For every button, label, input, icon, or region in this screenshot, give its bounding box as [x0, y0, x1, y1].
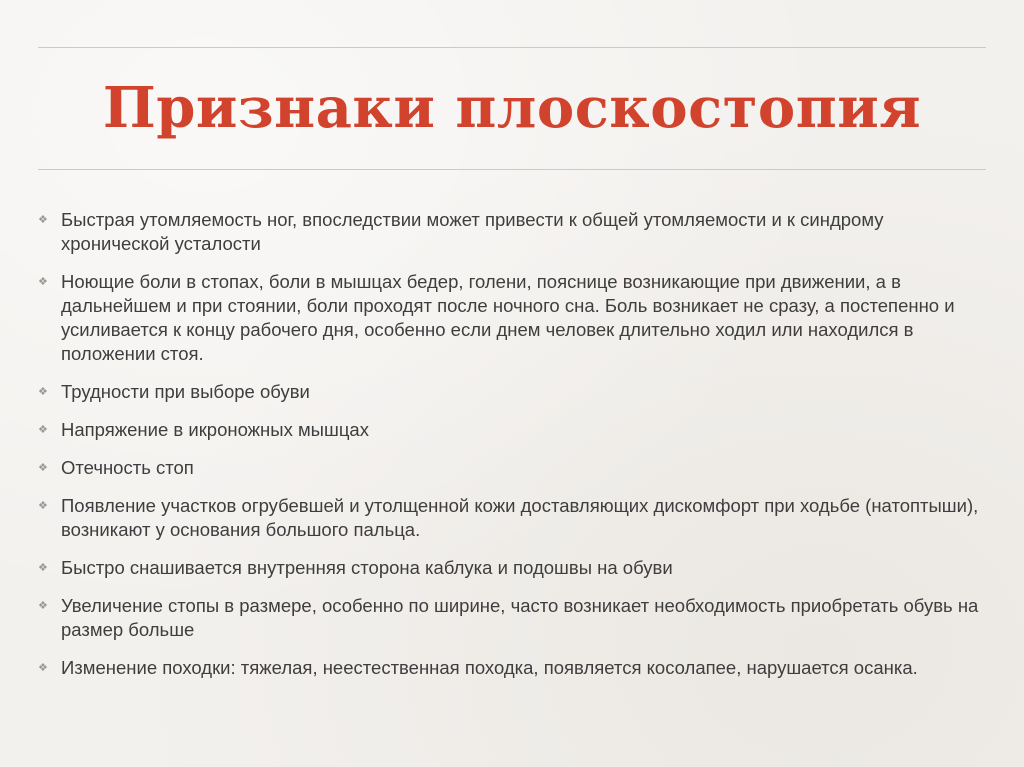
list-item [38, 656, 988, 680]
bottom-divider [38, 169, 986, 170]
list-item [38, 380, 988, 404]
list-item [38, 418, 988, 442]
diamond-bullet-icon: ❖ [38, 662, 48, 674]
diamond-bullet-icon: ❖ [38, 600, 48, 612]
bullet-text: Отечность стоп [61, 457, 194, 478]
list-item [38, 494, 988, 542]
top-divider [38, 47, 986, 48]
slide-title: Признаки плоскостопия [102, 75, 922, 141]
bullet-text: Появление участков огрубевшей и утолщенной кожи доставляющих дискомфорт при ходьбе (натоптыши), возникают у основания большого пальца. [61, 495, 979, 540]
list-item [38, 208, 988, 256]
bullet-text: Быстро снашивается внутренняя сторона каблука и подошвы на обуви [61, 557, 673, 578]
bullet-text: Быстрая утомляемость ног, впоследствии может привести к общей утомляемости и к синдрому хронической усталости [61, 209, 884, 254]
list-item [38, 456, 988, 480]
bullet-text: Трудности при выборе обуви [61, 381, 310, 402]
diamond-bullet-icon: ❖ [38, 462, 48, 474]
diamond-bullet-icon: ❖ [38, 276, 48, 288]
list-item [38, 556, 988, 580]
list-item [38, 594, 988, 642]
diamond-bullet-icon: ❖ [38, 214, 48, 226]
bullet-text: Напряжение в икроножных мышцах [61, 419, 369, 440]
bullet-text: Изменение походки: тяжелая, неестественная походка, появляется косолапее, нарушается осанка. [61, 657, 918, 678]
diamond-bullet-icon: ❖ [38, 386, 48, 398]
diamond-bullet-icon: ❖ [38, 424, 48, 436]
bullet-text: Ноющие боли в стопах, боли в мышцах бедер, голени, пояснице возникающие при движении, а в дальнейшем и при стоянии, боли проходят после ночного сна. Боль возникает не сразу, а постепенно и усиливается к концу рабочего дня, особенно если днем человек длительно ходил или находился в положении стоя. [61, 271, 955, 364]
list-item [38, 270, 988, 366]
diamond-bullet-icon: ❖ [38, 562, 48, 574]
diamond-bullet-icon: ❖ [38, 500, 48, 512]
bullet-list [38, 208, 988, 694]
bullet-text: Увеличение стопы в размере, особенно по ширине, часто возникает необходимость приобретать обувь на размер больше [61, 595, 979, 640]
